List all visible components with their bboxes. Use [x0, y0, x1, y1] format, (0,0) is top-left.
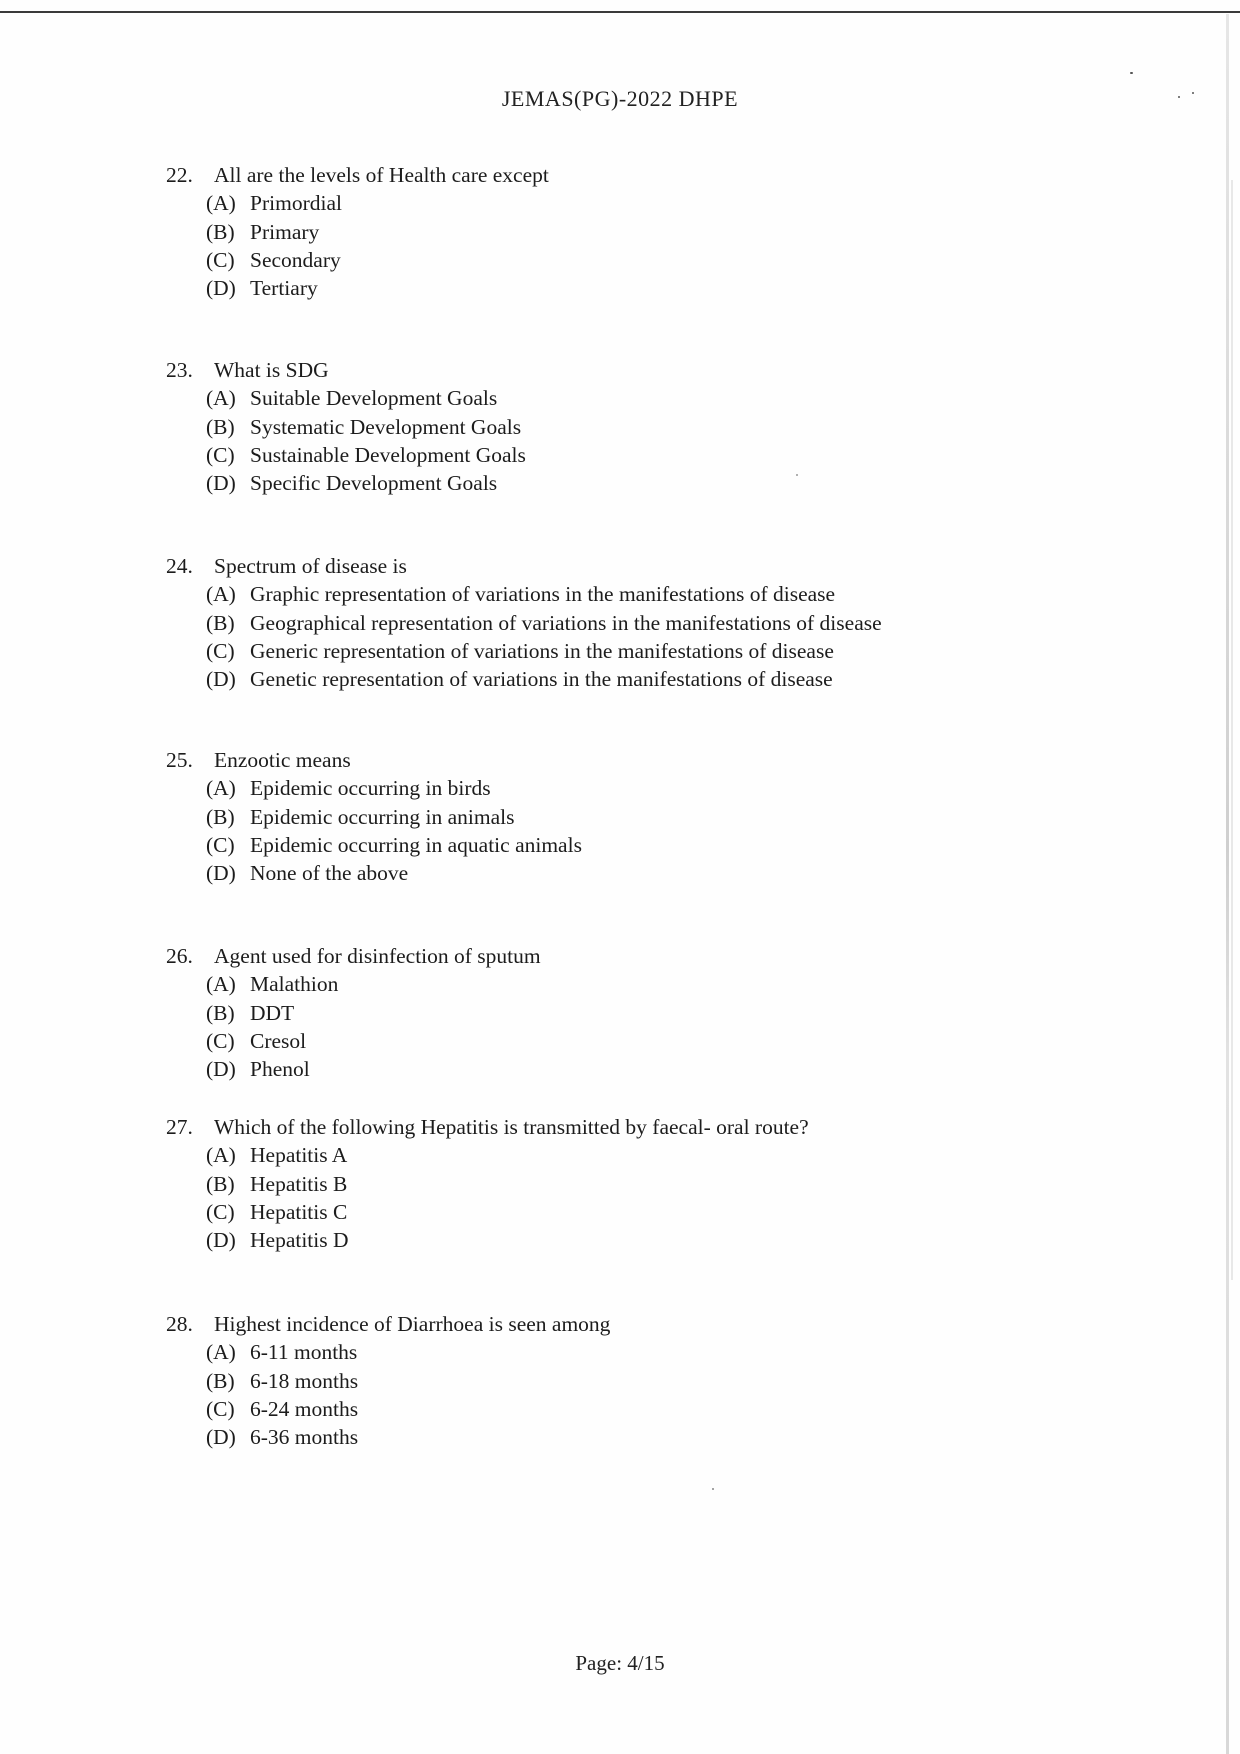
option-text: Secondary: [250, 247, 341, 272]
option-text: 6-36 months: [250, 1425, 359, 1450]
option-c: [206, 441, 526, 469]
question-stem: [166, 942, 541, 970]
option-text: 6-24 months: [250, 1396, 359, 1421]
page-number: Page: 4/15: [575, 1651, 665, 1675]
question-22: [166, 161, 549, 302]
question-text: What is SDG: [214, 358, 329, 382]
option-letter: (C): [206, 638, 235, 663]
option-a: [206, 580, 882, 608]
option-b: [206, 218, 549, 246]
option-a: [206, 970, 541, 998]
option-a: [206, 1338, 610, 1366]
option-text: None of the above: [250, 861, 409, 886]
option-letter: (B): [206, 1000, 235, 1025]
option-text: Primordial: [250, 191, 342, 216]
option-letter: (D): [206, 1228, 236, 1253]
option-text: Malathion: [250, 972, 339, 997]
option-text: Hepatitis A: [250, 1143, 348, 1168]
question-28: [166, 1310, 610, 1451]
option-text: Graphic representation of variations in the manifestations of disease: [250, 582, 836, 607]
option-letter: (A): [206, 386, 236, 411]
question-24: [166, 552, 882, 693]
question-25: [166, 746, 582, 887]
scan-speck: [796, 474, 798, 476]
option-text: Suitable Development Goals: [250, 386, 498, 411]
option-list: [206, 384, 526, 497]
option-text: Hepatitis B: [250, 1171, 348, 1196]
option-a: [206, 1141, 809, 1169]
question-stem: [166, 552, 882, 580]
option-text: Primary: [250, 219, 320, 244]
option-letter: (B): [206, 1171, 235, 1196]
option-letter: (D): [206, 1057, 236, 1082]
option-b: [206, 609, 882, 637]
option-d: [206, 1226, 809, 1254]
option-b: [206, 803, 582, 831]
option-text: Epidemic occurring in aquatic animals: [250, 832, 582, 857]
option-letter: (B): [206, 610, 235, 635]
question-stem: [166, 746, 582, 774]
option-letter: (A): [206, 582, 236, 607]
option-letter: (C): [206, 247, 235, 272]
question-text: Spectrum of disease is: [214, 554, 407, 578]
option-letter: (B): [206, 804, 235, 829]
question-number: 24.: [166, 554, 193, 578]
option-list: [206, 774, 582, 887]
option-d: [206, 274, 549, 302]
option-letter: (D): [206, 861, 236, 886]
question-text: Agent used for disinfection of sputum: [214, 944, 541, 968]
option-letter: (D): [206, 1425, 236, 1450]
question-26: [166, 942, 541, 1083]
top-border-line: [0, 11, 1240, 13]
option-list: [206, 970, 541, 1083]
scan-edge-shadow: [1226, 14, 1229, 1754]
option-letter: (B): [206, 1368, 235, 1393]
option-letter: (C): [206, 1396, 235, 1421]
question-number: 28.: [166, 1312, 193, 1336]
option-a: [206, 384, 526, 412]
option-c: [206, 831, 582, 859]
option-c: [206, 1395, 610, 1423]
option-c: [206, 1027, 541, 1055]
option-letter: (C): [206, 442, 235, 467]
option-text: Sustainable Development Goals: [250, 442, 526, 467]
question-text: Highest incidence of Diarrhoea is seen among: [214, 1312, 611, 1336]
option-letter: (A): [206, 1143, 236, 1168]
option-list: [206, 1141, 809, 1254]
question-number: 22.: [166, 163, 193, 187]
option-letter: (A): [206, 776, 236, 801]
question-number: 26.: [166, 944, 193, 968]
option-text: Geographical representation of variations in the manifestations of disease: [250, 610, 882, 635]
option-c: [206, 246, 549, 274]
scan-edge-shadow-secondary: [1231, 180, 1233, 1280]
question-number: 23.: [166, 358, 193, 382]
option-list: [206, 1338, 610, 1451]
question-27: [166, 1113, 809, 1254]
scan-speck: [712, 1488, 714, 1490]
question-number: 25.: [166, 748, 193, 772]
option-b: [206, 999, 541, 1027]
option-letter: (A): [206, 972, 236, 997]
question-text: All are the levels of Health care except: [214, 163, 549, 187]
option-c: [206, 637, 882, 665]
option-letter: (C): [206, 832, 235, 857]
option-letter: (D): [206, 667, 236, 692]
option-text: Epidemic occurring in animals: [250, 804, 515, 829]
option-letter: (C): [206, 1028, 235, 1053]
question-stem: [166, 1113, 809, 1141]
question-23: [166, 356, 526, 497]
question-text: Which of the following Hepatitis is transmitted by faecal- oral route?: [214, 1115, 809, 1139]
option-d: [206, 1055, 541, 1083]
option-b: [206, 413, 526, 441]
option-letter: (D): [206, 276, 236, 301]
question-stem: [166, 1310, 610, 1338]
option-text: 6-18 months: [250, 1368, 359, 1393]
option-a: [206, 774, 582, 802]
option-text: Tertiary: [250, 276, 318, 301]
option-list: [206, 189, 549, 302]
option-d: [206, 1423, 610, 1451]
option-d: [206, 859, 582, 887]
option-d: [206, 665, 882, 693]
option-text: Phenol: [250, 1057, 310, 1082]
option-letter: (B): [206, 219, 235, 244]
scan-speck: [1130, 72, 1133, 74]
option-letter: (A): [206, 1340, 236, 1365]
option-text: 6-11 months: [250, 1340, 358, 1365]
option-text: Genetic representation of variations in the manifestations of disease: [250, 667, 833, 692]
option-c: [206, 1198, 809, 1226]
option-text: Hepatitis C: [250, 1199, 348, 1224]
option-text: DDT: [250, 1000, 295, 1025]
option-letter: (D): [206, 471, 236, 496]
option-d: [206, 469, 526, 497]
option-letter: (C): [206, 1199, 235, 1224]
page-header: JEMAS(PG)-2022 DHPE: [501, 86, 739, 111]
option-list: [206, 580, 882, 693]
option-letter: (A): [206, 191, 236, 216]
option-text: Specific Development Goals: [250, 471, 498, 496]
option-letter: (B): [206, 414, 235, 439]
option-b: [206, 1367, 610, 1395]
question-number: 27.: [166, 1115, 193, 1139]
question-stem: [166, 161, 549, 189]
question-text: Enzootic means: [214, 748, 351, 772]
option-text: Hepatitis D: [250, 1228, 349, 1253]
option-text: Epidemic occurring in birds: [250, 776, 491, 801]
option-text: Cresol: [250, 1028, 307, 1053]
option-text: Generic representation of variations in the manifestations of disease: [250, 638, 834, 663]
question-stem: [166, 356, 526, 384]
option-b: [206, 1170, 809, 1198]
option-a: [206, 189, 549, 217]
option-text: Systematic Development Goals: [250, 414, 522, 439]
